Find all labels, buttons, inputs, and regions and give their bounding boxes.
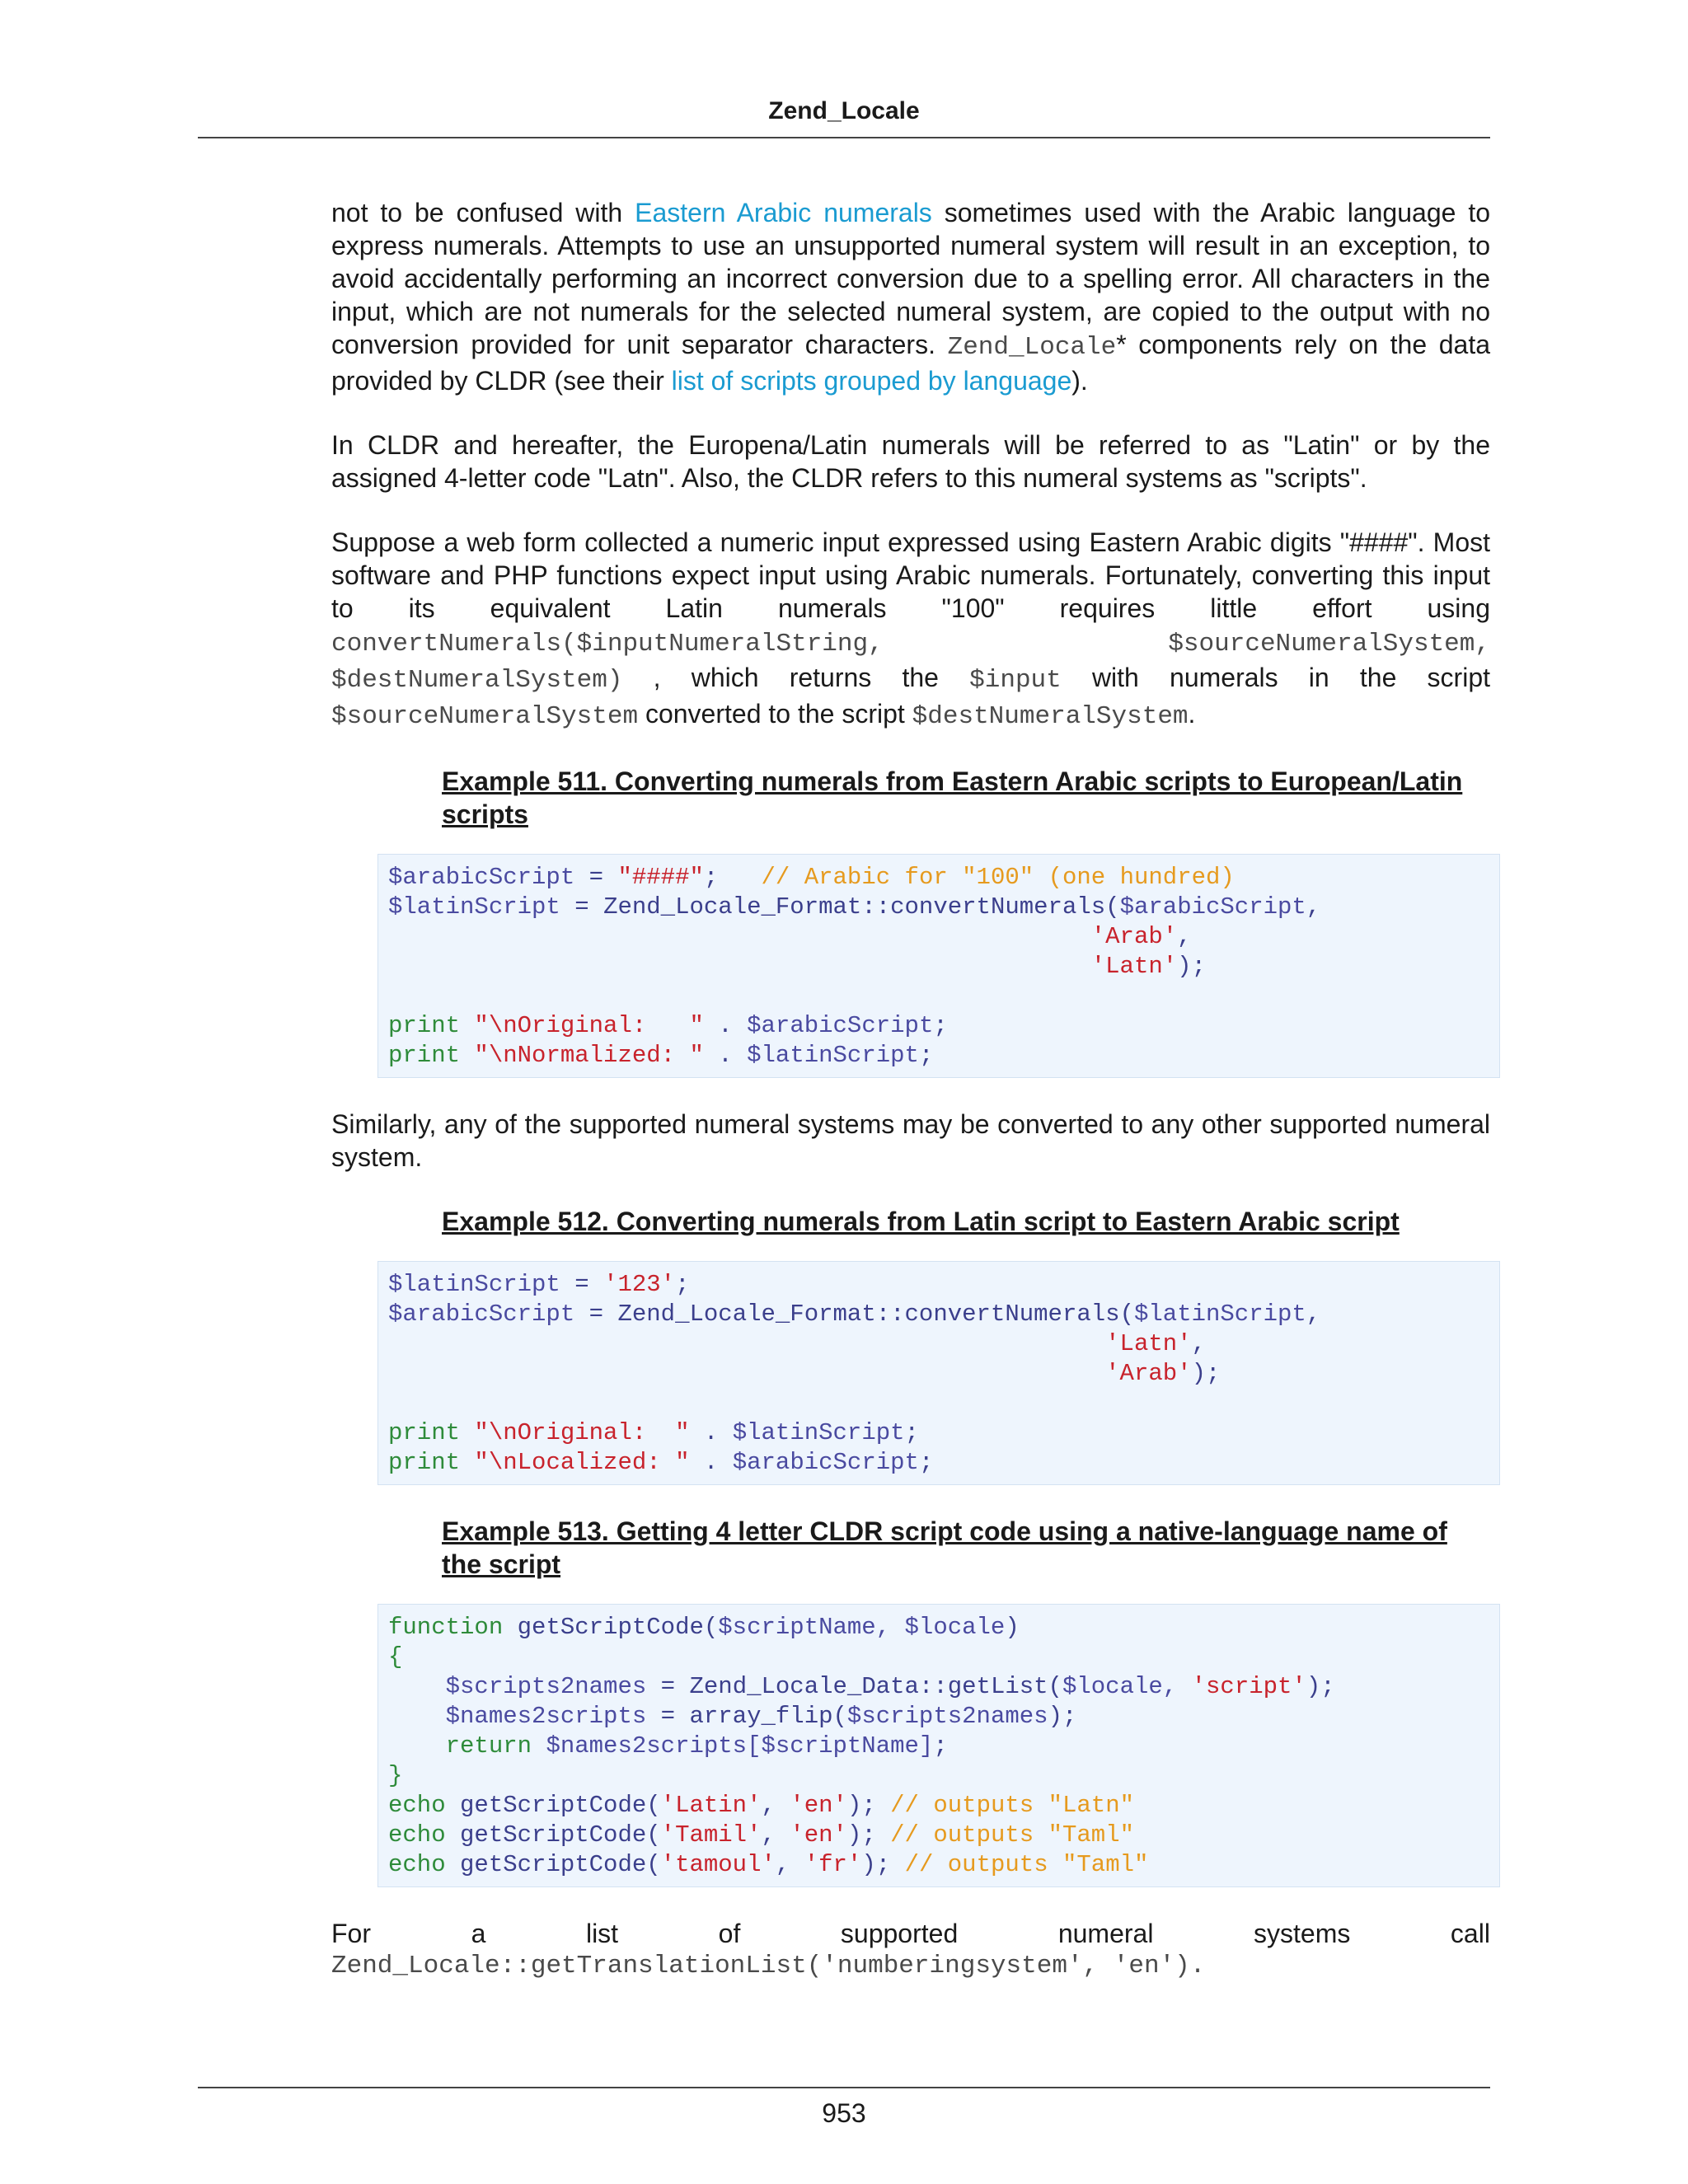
text-fragment: Suppose a web form collected a numeric input expressed using Eastern Arabic digits "####". Most software and PHP functions expect input using Arabic numerals. Fortunately, converting this input to its equivalent Latin numerals "100" requires little effort using [331, 527, 1490, 623]
code-token: " [460, 1012, 489, 1039]
paragraph-numeral-systems [331, 196, 1490, 397]
code-token: $locale, [1062, 1673, 1192, 1700]
code-keyword: print [388, 1042, 461, 1069]
text-fragment: ). [1071, 366, 1088, 396]
code-listing [388, 1613, 1489, 1880]
code-token: $latinScript [388, 893, 560, 921]
code-token: ; [675, 1271, 690, 1298]
code-token: ; [933, 1732, 948, 1760]
code-token: . [689, 1419, 733, 1446]
code-token: \n [488, 1419, 518, 1446]
link-scripts-by-language[interactable]: list of scripts grouped by language [671, 366, 1072, 396]
code-token: 'tamoul' [660, 1851, 776, 1878]
code-token: " [460, 1449, 489, 1476]
text-fragment: with numerals in the script [1061, 663, 1491, 692]
example-511-title: Example 511. Converting numerals from Eastern Arabic scripts to European/Latin scripts [442, 766, 1463, 829]
code-token: $arabicScript [388, 864, 575, 891]
code-token: "####" [617, 864, 704, 891]
code-indent [388, 1673, 446, 1700]
code-token: . [703, 1042, 748, 1069]
code-token: $arabicScript [732, 1449, 919, 1476]
code-indent [388, 1360, 1105, 1387]
text-word: For [331, 1919, 371, 1948]
inline-code-zend-locale: Zend_Locale [947, 333, 1117, 362]
code-keyword: function [388, 1614, 504, 1641]
text-word: list [585, 1919, 619, 1948]
code-token: $arabicScript [1119, 893, 1306, 921]
code-token: getScriptCode( [445, 1851, 661, 1878]
code-token: 'en' [790, 1821, 847, 1849]
page-header-title: Zend_Locale [768, 97, 920, 124]
text-word: numeral [1057, 1919, 1154, 1948]
inline-code-input: $input [969, 666, 1062, 695]
code-keyword: print [388, 1419, 461, 1446]
code-token: = [560, 1271, 604, 1298]
footer-rule [198, 2087, 1490, 2088]
link-eastern-arabic-numerals[interactable]: Eastern Arabic numerals [635, 198, 932, 227]
code-token: ; [918, 1449, 934, 1476]
example-513-title: Example 513. Getting 4 letter CLDR script code using a native-language name of the script [442, 1516, 1447, 1579]
code-token: ); [1306, 1673, 1335, 1700]
example-512-title: Example 512. Converting numerals from Latin script to Eastern Arabic script [442, 1207, 1400, 1236]
code-indent [388, 923, 1091, 950]
code-token: ) [1005, 1614, 1020, 1641]
code-listing [388, 863, 1489, 1071]
code-token: , [761, 1792, 790, 1819]
code-token: . [689, 1449, 733, 1476]
inline-code-convert-numerals: convertNumerals($inputNumeralString, $sourceNumeralSystem, $destNumeralSystem) [331, 630, 1490, 695]
code-token: getScriptCode( [445, 1792, 661, 1819]
code-token: Zend_Locale_Format::convertNumerals( [617, 1301, 1134, 1328]
code-comment: // Arabic for "100" (one hundred) [761, 864, 1235, 891]
code-indent [388, 1330, 1105, 1357]
code-token: 'Arab' [1090, 923, 1178, 950]
code-token: 'Arab' [1105, 1360, 1192, 1387]
code-keyword: echo [388, 1792, 446, 1819]
code-comment: // outputs "Taml" [904, 1851, 1149, 1878]
code-token: = [646, 1703, 690, 1730]
code-token: ; [904, 1419, 919, 1446]
code-token: $arabicScript [747, 1012, 934, 1039]
code-token: , [1177, 923, 1192, 950]
code-token: '123' [603, 1271, 676, 1298]
paragraph-convert-example [331, 526, 1490, 733]
code-indent [388, 953, 1091, 980]
code-token: $latinScript [732, 1419, 905, 1446]
example-513-code-block [377, 1604, 1500, 1887]
code-token: Zend_Locale_Data::getList( [689, 1673, 1062, 1700]
code-keyword: print [388, 1012, 461, 1039]
code-comment: // outputs "Taml" [890, 1821, 1135, 1849]
spread-line [331, 1917, 1490, 1950]
code-token: $latinScript [747, 1042, 919, 1069]
text-word: of [718, 1919, 741, 1948]
code-token: = [560, 893, 604, 921]
code-token: 'script' [1191, 1673, 1306, 1700]
code-token: $scriptName, $locale [718, 1614, 1006, 1641]
text-fragment: . [1188, 699, 1196, 729]
code-token: , [761, 1821, 790, 1849]
inline-code-source-system: $sourceNumeralSystem [331, 702, 639, 731]
code-token: Original: " [517, 1419, 690, 1446]
code-token: , [775, 1851, 804, 1878]
code-token: ; [933, 1012, 948, 1039]
code-token: \n [488, 1012, 518, 1039]
code-token: = [574, 864, 618, 891]
code-keyword: echo [388, 1821, 446, 1849]
code-token: " [460, 1419, 489, 1446]
code-token: , [1306, 893, 1321, 921]
code-listing [388, 1270, 1489, 1478]
code-keyword: return [445, 1732, 532, 1760]
code-token: ); [1177, 953, 1206, 980]
code-token: = [646, 1673, 690, 1700]
code-token: ; [703, 864, 762, 891]
text-fragment: , which returns the [622, 663, 970, 692]
text-fragment: * components rely on the data provided by CLDR (see their [331, 330, 1491, 396]
code-keyword: print [388, 1449, 461, 1476]
code-token: $scripts2names [445, 1673, 647, 1700]
code-token: $scripts2names [846, 1703, 1048, 1730]
paragraph-similarly: Similarly, any of the supported numeral systems may be converted to any other supported numeral system. [331, 1109, 1490, 1172]
paragraph-cldr-latin: In CLDR and hereafter, the Europena/Latin numerals will be referred to as "Latin" or by the assigned 4-letter code "Latn". Also, the CLDR refers to this numeral systems as "scripts". [331, 430, 1490, 493]
example-512-code-block [377, 1261, 1500, 1485]
page-content [331, 196, 1490, 1983]
text-word: systems [1254, 1919, 1351, 1948]
code-token: \n [488, 1449, 518, 1476]
text-word: a [471, 1919, 486, 1948]
text-word: call [1450, 1919, 1490, 1948]
code-token: $latinScript [388, 1271, 560, 1298]
code-token: $names2scripts[$scriptName] [532, 1732, 934, 1760]
code-token: ); [861, 1851, 905, 1878]
code-keyword: echo [388, 1851, 446, 1878]
code-token: 'Latn' [1090, 953, 1178, 980]
code-token: { [388, 1643, 403, 1671]
code-comment: // outputs "Latn" [890, 1792, 1135, 1819]
code-token: } [388, 1762, 403, 1789]
code-token: 'Latin' [660, 1792, 762, 1819]
code-token: ); [1048, 1703, 1077, 1730]
code-token: $names2scripts [445, 1703, 647, 1730]
code-token: Zend_Locale_Format::convertNumerals( [603, 893, 1120, 921]
code-token: 'Latn' [1105, 1330, 1192, 1357]
inline-code-dest-system: $destNumeralSystem [912, 702, 1189, 731]
code-token: Normalized: " [517, 1042, 704, 1069]
code-token: 'en' [790, 1792, 847, 1819]
inline-code-get-translation-list: Zend_Locale::getTranslationList('numberingsystem', 'en'). [331, 1952, 1206, 1980]
code-token: ; [918, 1042, 934, 1069]
code-indent [388, 1732, 446, 1760]
code-token: " [460, 1042, 489, 1069]
code-token: Localized: " [517, 1449, 690, 1476]
code-token: . [703, 1012, 748, 1039]
code-indent [388, 1703, 446, 1730]
code-token: $latinScript [1133, 1301, 1306, 1328]
code-token: = [574, 1301, 618, 1328]
code-token: getScriptCode( [445, 1821, 661, 1849]
header-rule [198, 137, 1490, 138]
paragraph-supported-list [331, 1917, 1490, 1983]
code-token: $arabicScript [388, 1301, 575, 1328]
code-token: 'fr' [804, 1851, 862, 1878]
text-word: supported [840, 1919, 959, 1948]
code-token: \n [488, 1042, 518, 1069]
page-number: 953 [822, 2098, 866, 2128]
code-token: array_flip( [689, 1703, 847, 1730]
code-token: Original: " [517, 1012, 704, 1039]
code-token: ); [1191, 1360, 1221, 1387]
code-token: , [1191, 1330, 1206, 1357]
text-fragment: not to be confused with [331, 198, 635, 227]
code-token: , [1306, 1301, 1321, 1328]
code-token: getScriptCode( [503, 1614, 719, 1641]
example-511-code-block [377, 854, 1500, 1078]
code-token: 'Tamil' [660, 1821, 762, 1849]
text-fragment: sometimes used with the Arabic language to express numerals. Attempts to use an unsupported numeral system will result in an exception, to avoid accidentally performing an incorrect conversion due to a spelling error. All characters in the input, which are not numerals for the selected numeral system, are copied to the output with no conversion provided for unit separator characters. [331, 198, 1491, 359]
text-fragment: converted to the script [638, 699, 912, 729]
code-token: ); [846, 1792, 891, 1819]
code-token: ); [846, 1821, 891, 1849]
